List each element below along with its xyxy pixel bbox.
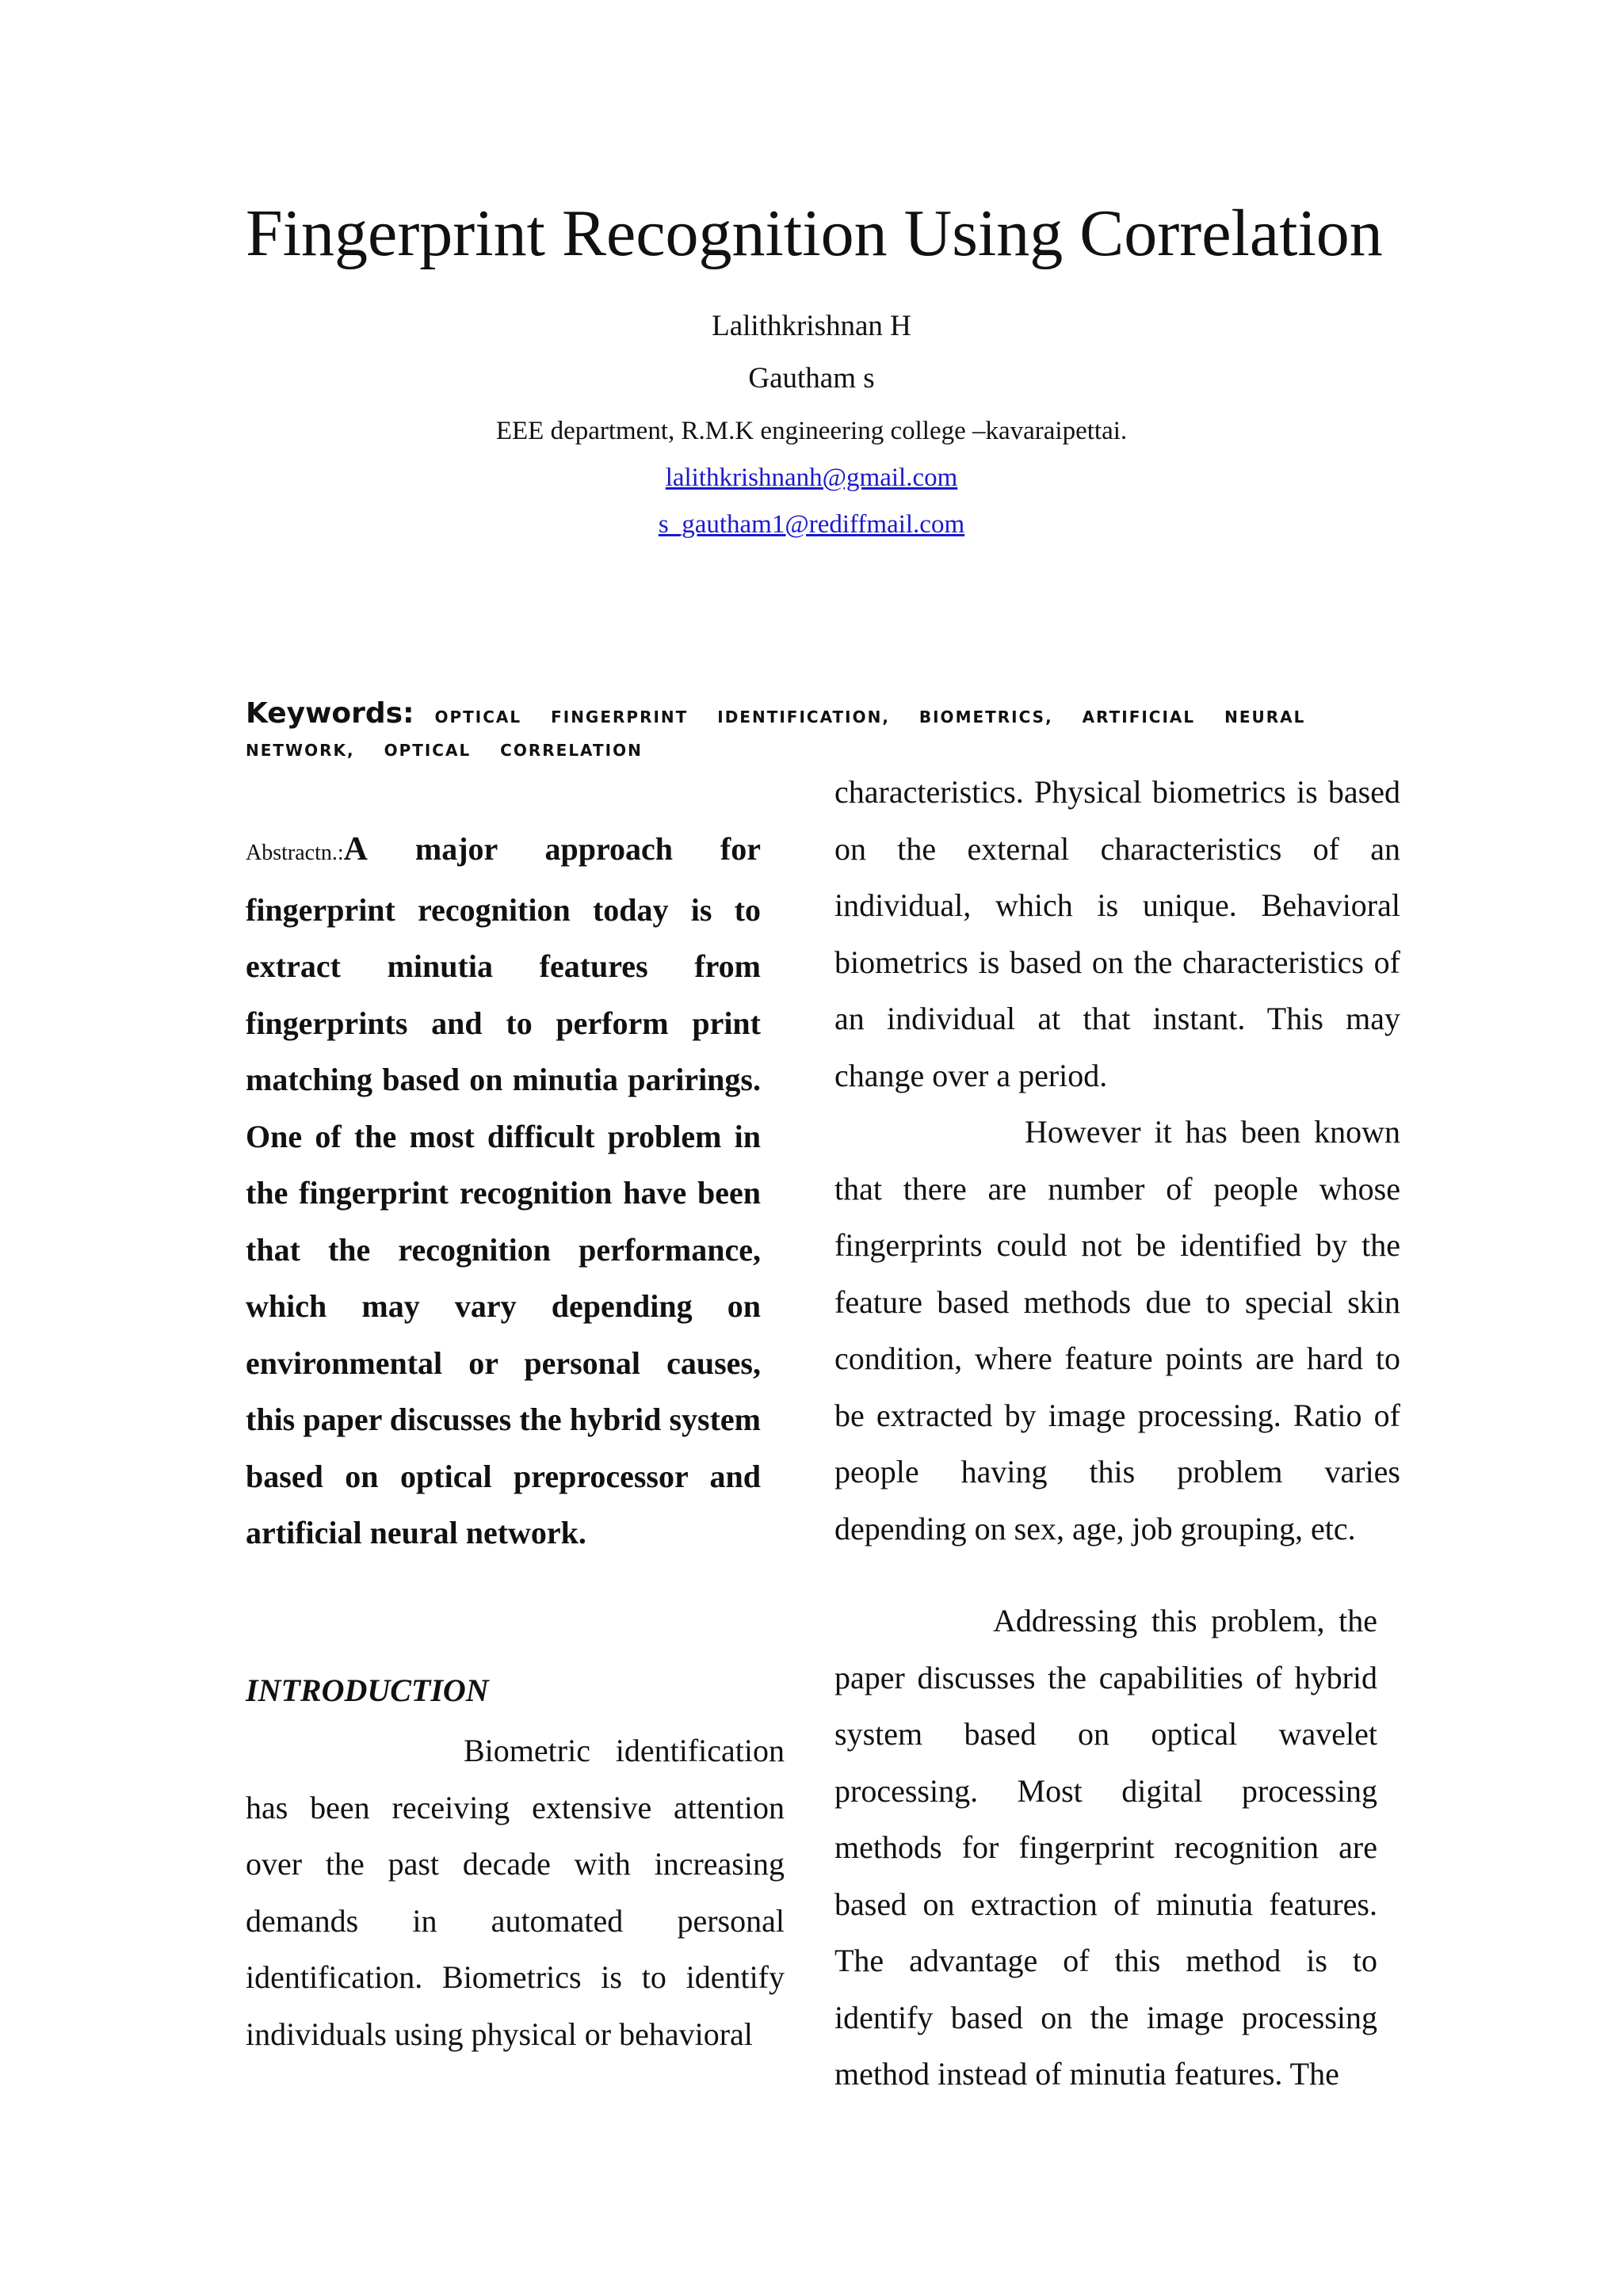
paragraph: Biometric identification has been receiving extensive attention over the past decade with increasing demands in automated personal identification. Biometrics is to identify individuals using physical or behavioral xyxy=(246,1733,785,2052)
paragraph: Addressing this problem, the paper discusses the capabilities of hybrid system based on optical wavelet processing. Most digital processing methods for fingerprint recognition are based on extraction of minutia features. The advantage of this method is to identify based on the image processing method instead of minutia features. The xyxy=(834,1603,1377,2092)
keywords-label: Keywords: xyxy=(246,697,414,730)
paragraph: However it has been known that there are number of people whose fingerprints could not be identified by the feature based methods due to special skin condition, where feature points are hard to be extracted by image processing. Ratio of people having this problem varies depending on sex, age, job grouping, etc. xyxy=(834,1114,1400,1547)
abstract-first-letter: A xyxy=(343,831,368,868)
abstract-label: Abstractn.: xyxy=(246,841,344,865)
author-email xyxy=(0,462,1623,494)
section-heading-introduction: INTRODUCTION xyxy=(246,1672,489,1708)
introduction-text xyxy=(246,1722,785,2062)
abstract xyxy=(246,821,761,1562)
paragraph: characteristics. Physical biometrics is based on the external characteristics of an individual, which is unique. Behavioral biometrics is based on the characteristics of an individual at that instant. This may change over a period. xyxy=(834,774,1400,1093)
abstract-text: major approach for fingerprint recognition today is to extract minutia features from fingerprints and to perform print matching based on minutia parirings. One of the most difficult problem in the fingerprint recognition have been that the recognition performance, which may vary depending on environmental or personal causes, this paper discusses the hybrid system based on optical preprocessor and artificial neural network. xyxy=(246,831,761,1550)
email-link[interactable]: lalithkrishnanh@gmail.com xyxy=(665,463,958,492)
author-name: Gautham s xyxy=(748,362,875,395)
keywords xyxy=(246,697,1379,767)
author-email xyxy=(0,509,1623,540)
author-name: Lalithkrishnan H xyxy=(712,310,911,342)
right-column-top xyxy=(834,764,1400,1557)
keywords-text: OPTICAL FINGERPRINT IDENTIFICATION, BIOMETRICS, ARTIFICIAL NEURAL NETWORK, OPTICAL CORRELATION xyxy=(246,707,1306,760)
right-column-bottom xyxy=(834,1592,1377,2103)
affiliation: EEE department, R.M.K engineering college –kavaraipettai. xyxy=(495,417,1128,445)
email-link[interactable]: s_gautham1@rediffmail.com xyxy=(658,510,965,539)
paper-title: Fingerprint Recognition Using Correlation xyxy=(246,196,1383,270)
